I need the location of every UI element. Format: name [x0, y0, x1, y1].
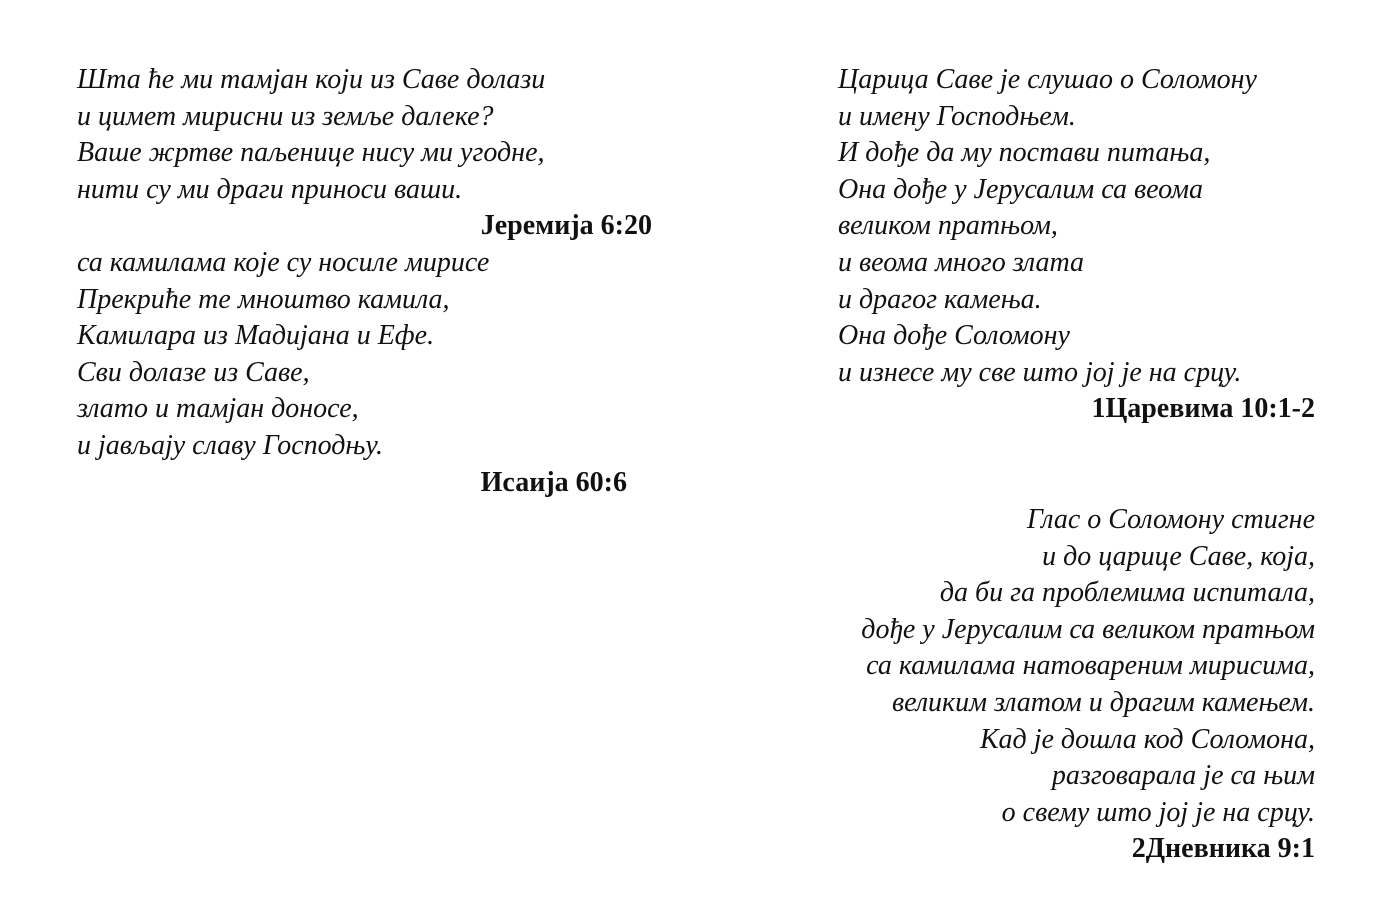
- passage-isaiah: [77, 245, 627, 501]
- scripture-reference: Јеремија 6:20: [480, 210, 652, 242]
- verse-line: и веома много злата: [838, 246, 1085, 278]
- verse-line: Кад је дошла код Соломона,: [979, 723, 1315, 755]
- verse-line: Царица Саве је слушао о Соломону: [838, 64, 1257, 95]
- verse-line: И дође да му постави питања,: [838, 137, 1211, 169]
- verse-line: злато и тамјан доносе,: [77, 393, 359, 425]
- passage-kings: [838, 62, 1315, 428]
- verse-line: и изнесе му све што јој је на срцу.: [838, 356, 1242, 388]
- passage-jeremiah: [77, 62, 652, 245]
- scripture-reference: 2Дневника 9:1: [1131, 833, 1315, 865]
- verse-line: Она дође у Јерусалим са веома: [838, 173, 1203, 205]
- verse-line: Ваше жртве паљенице нису ми угодне,: [77, 137, 545, 169]
- verse-line: Прекриће те мноштво камила,: [77, 283, 450, 315]
- verse-line: и јављају славу Господњу.: [77, 429, 384, 461]
- verse-line: Камилара из Мадијана и Ефе.: [77, 320, 435, 352]
- verse-line: великим златом и драгим камењем.: [891, 686, 1315, 718]
- verse-line: нити су ми драги приноси ваши.: [77, 173, 463, 205]
- verse-line: да би га проблемима испитала,: [939, 577, 1315, 609]
- verse-line: дође у Јерусалим са великом пратњом: [861, 613, 1315, 645]
- verse-line: о свему што јој је на срцу.: [1001, 796, 1315, 828]
- verse-line: Глас о Соломону стигне: [1026, 504, 1315, 535]
- verse-line: великом пратњом,: [838, 210, 1058, 242]
- scripture-reference: Исаија 60:6: [480, 466, 627, 498]
- passage-chronicles: [760, 502, 1315, 868]
- verse-line: са камилама које су носиле мирисе: [77, 247, 490, 278]
- verse-line: и цимет мирисни из земље далеке?: [77, 100, 494, 132]
- verse-line: и имену Господњем.: [838, 100, 1076, 132]
- verse-line: са камилама натовареним мирисима,: [866, 650, 1315, 682]
- verse-line: и драгог камења.: [838, 283, 1042, 315]
- verse-line: Сви долазе из Саве,: [77, 356, 310, 388]
- verse-line: и до царице Саве, која,: [1042, 540, 1315, 572]
- verse-line: разговарала је са њим: [1051, 760, 1315, 792]
- verse-line: Она дође Соломону: [838, 320, 1070, 352]
- scripture-reference: 1Царевима 10:1-2: [1091, 393, 1315, 425]
- verse-line: Шта ће ми тамјан који из Саве долази: [77, 64, 546, 95]
